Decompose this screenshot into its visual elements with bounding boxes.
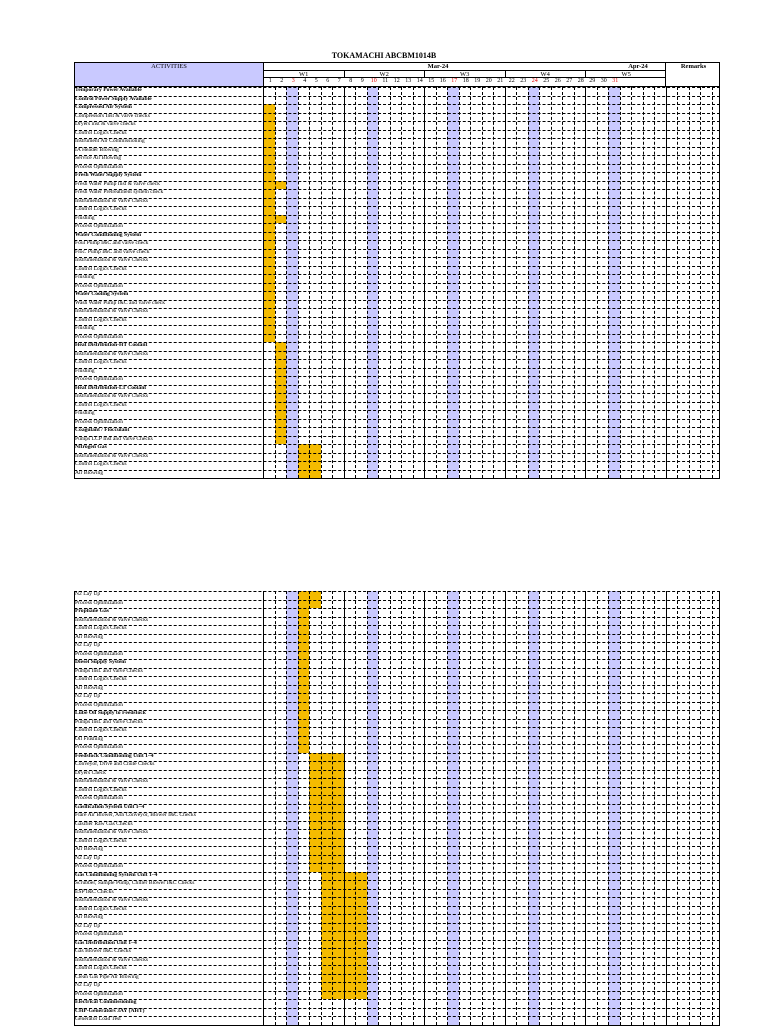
activity-label: Gas Conditioning System Unit 1~4 bbox=[75, 871, 158, 878]
activity-label: Process Optimization bbox=[75, 333, 124, 340]
activity-label: Flushing bbox=[75, 367, 95, 374]
activity-label: Air Blowing bbox=[75, 846, 104, 852]
activity-label: Process Optimization bbox=[75, 650, 124, 657]
grid-column-line bbox=[505, 591, 506, 1025]
day-label-8: 8 bbox=[349, 78, 353, 84]
activity-label: Air Blowing bbox=[75, 469, 104, 476]
activity-label: Generator Load Test bbox=[75, 1016, 121, 1022]
activity-label: Instrumentation & Valve Checks bbox=[75, 452, 149, 459]
activity-label: Feedstock Conditioning Unit 1~4 bbox=[75, 752, 154, 759]
activity-label: Control Logics Checks bbox=[75, 359, 127, 365]
grid-column-line bbox=[574, 591, 575, 1025]
activity-label: Control Logics Checks bbox=[75, 676, 127, 682]
activity-label: Instrument Air Commissioning bbox=[75, 138, 145, 144]
activity-label: Gasifier Raw Gas Checks bbox=[75, 820, 133, 827]
activity-label: Instrumentation & Valve Checks bbox=[75, 956, 149, 963]
day-label-20: 20 bbox=[485, 78, 492, 84]
week-label-w1: W1 bbox=[264, 71, 345, 78]
day-label-11: 11 bbox=[382, 78, 389, 84]
activity-label: Control Logics Checks bbox=[75, 461, 127, 467]
grid-column-line bbox=[516, 591, 517, 1025]
activity-label: Control Logics Checks bbox=[75, 727, 127, 733]
day-label-1: 1 bbox=[268, 78, 272, 84]
day-row bbox=[264, 78, 665, 86]
activities-header bbox=[75, 63, 264, 86]
activity-label: Nitrogen Gas bbox=[75, 444, 107, 450]
activity-label: Coagulant / Flocculant bbox=[75, 427, 130, 433]
grid-column-line bbox=[631, 591, 632, 1025]
week-row bbox=[264, 70, 665, 78]
day-label-3: 3 bbox=[291, 78, 295, 84]
grid-column-line bbox=[482, 591, 483, 1025]
week-label-w5: W5 bbox=[621, 71, 631, 78]
grid-column-line bbox=[436, 591, 437, 1025]
activity-label: Oil Flushing bbox=[75, 735, 104, 742]
day-label-21: 21 bbox=[497, 78, 504, 84]
activity-label: Instrumentation & Valve Checks bbox=[75, 616, 149, 623]
activity-label: Wash Water Pump I&C and valve check bbox=[75, 299, 166, 306]
grid-column-line bbox=[643, 591, 644, 1025]
activity-label: Process Optimization bbox=[75, 795, 124, 801]
activity-label: Control Logics Checks bbox=[75, 316, 127, 323]
day-label-27: 27 bbox=[566, 78, 573, 84]
grid-column-line bbox=[700, 591, 701, 1025]
grid-column-line bbox=[332, 591, 333, 1025]
activity-label: Floc. Pump I&C and valve check bbox=[75, 248, 150, 255]
day-label-31: 31 bbox=[612, 78, 619, 84]
day-label-16: 16 bbox=[439, 78, 446, 84]
document-title: TOKAMACHI ABCBM1014B bbox=[331, 51, 437, 60]
grid-column-line bbox=[447, 591, 448, 1025]
grid-column-line bbox=[424, 591, 425, 1025]
activity-label: N2 Lay Up bbox=[75, 693, 101, 699]
activity-label: Flare Air Blower, Ash Conveyor, Blower I&C Checks bbox=[75, 812, 196, 818]
activity-label: Air Blowing bbox=[75, 633, 104, 640]
activity-label: Control Logics Checks bbox=[75, 786, 127, 793]
activity-label: N2 Lay Up bbox=[75, 854, 101, 861]
activity-label: Control Logics Checks bbox=[75, 965, 127, 971]
activity-label: Process Optimization bbox=[75, 863, 124, 869]
grid-column-line bbox=[562, 591, 563, 1025]
activity-label: Air Blowing bbox=[75, 684, 104, 691]
grid-bottom-line bbox=[74, 478, 720, 479]
day-label-24: 24 bbox=[531, 78, 538, 84]
activity-label: Flushing bbox=[75, 325, 95, 331]
activity-label: Process Optimization bbox=[75, 744, 124, 750]
schedule-sheet-bottom bbox=[74, 591, 720, 1024]
grid-column-line bbox=[528, 591, 529, 1025]
activity-label: N2 Lay Up bbox=[75, 922, 101, 929]
activity-label: IA Header Blowing bbox=[75, 146, 119, 153]
activity-label: Diesel Supply System bbox=[75, 659, 126, 665]
day-label-12: 12 bbox=[393, 78, 400, 84]
activity-label: Gas Distribution Unit 1~4 bbox=[75, 939, 137, 946]
activity-label: Instrumentation & Valve Checks bbox=[75, 829, 149, 835]
activity-label: Control Logics Checks bbox=[75, 129, 127, 136]
activity-label: Dryers Check bbox=[75, 769, 106, 776]
activity-label: Fresh Water Pretreatment system check bbox=[75, 189, 164, 195]
grid-column-line bbox=[321, 591, 322, 1025]
activity-label: Temporary Power Available bbox=[75, 87, 142, 93]
activity-label: ESP I&C Checks bbox=[75, 888, 114, 895]
grid-bottom-line bbox=[74, 1025, 720, 1026]
shaded-day-column bbox=[367, 591, 379, 1025]
grid-column-line bbox=[459, 591, 460, 1025]
grid-column-line bbox=[355, 591, 356, 1025]
activity-label: Instrumentation & Valve Checks bbox=[75, 257, 149, 263]
day-label-7: 7 bbox=[337, 78, 341, 84]
grid-column-line bbox=[689, 591, 690, 1025]
grid-column-line bbox=[539, 591, 540, 1025]
month-apr-label: Apr-24 bbox=[628, 63, 648, 70]
day-label-23: 23 bbox=[520, 78, 527, 84]
grid-column-line bbox=[620, 591, 621, 1025]
activity-label: Process Optimization bbox=[75, 990, 124, 997]
day-label-13: 13 bbox=[405, 78, 412, 84]
activity-label: Dryers inst & valve checks bbox=[75, 121, 136, 127]
activity-label: N2 Lay Up bbox=[75, 982, 101, 988]
activity-label: Pumps Inst. and Valve Checks bbox=[75, 718, 143, 725]
activity-label: Process Optimization bbox=[75, 282, 124, 289]
activity-label: Prophane Gas bbox=[75, 608, 109, 614]
day-label-17: 17 bbox=[451, 78, 458, 84]
activities-label: ACTIVITIES bbox=[151, 63, 187, 70]
grid-column-line bbox=[551, 591, 552, 1025]
activity-label: Control Logics Checks bbox=[75, 206, 127, 212]
grid-border-right bbox=[719, 591, 720, 1025]
shaded-day-column bbox=[447, 591, 459, 1025]
day-label-10: 10 bbox=[370, 78, 377, 84]
day-label-18: 18 bbox=[462, 78, 469, 84]
shaded-day-column bbox=[528, 591, 540, 1025]
day-label-29: 29 bbox=[589, 78, 596, 84]
grid-column-line bbox=[677, 591, 678, 1025]
activity-label: Process Optimization bbox=[75, 418, 124, 425]
schedule-bar bbox=[298, 608, 310, 753]
activity-label: Instrumentation & Valve Checks bbox=[75, 897, 149, 903]
week-label-w3: W3 bbox=[425, 71, 506, 78]
activity-label: Pumps LCP Inst and Valve Checks bbox=[75, 435, 153, 442]
activity-label: Conveyor, Drive and Chute Checks bbox=[75, 761, 155, 767]
activity-label: Electrical Commissioning bbox=[75, 999, 137, 1005]
grid-column-line bbox=[401, 591, 402, 1025]
activity-label: Lube Oil Supply to Feedstock bbox=[75, 710, 146, 716]
shaded-day-column bbox=[608, 591, 620, 1025]
activity-label: Fresh Water Supply System bbox=[75, 172, 142, 178]
activity-label: Gas Blower I&C Checks bbox=[75, 948, 131, 954]
activity-label: Instrumentation & Valve Checks bbox=[75, 308, 149, 314]
activity-label: Process Optimization bbox=[75, 223, 124, 229]
day-label-14: 14 bbox=[416, 78, 423, 84]
activity-label: Scrubber, Sample Pump, Chiller Blower I&C Checks bbox=[75, 880, 195, 886]
activity-label: Water Cooling System bbox=[75, 291, 129, 297]
activity-label: Process Optimization bbox=[75, 163, 124, 170]
activity-label: Gasification System Unit 1~4 bbox=[75, 803, 145, 810]
activity-label: Heat Distribution-LT Coolant bbox=[75, 384, 147, 391]
activity-label: N2 Lay Up bbox=[75, 642, 101, 648]
activity-label: CHP-Generators 3AY (AHT) bbox=[75, 1007, 145, 1014]
day-label-22: 22 bbox=[508, 78, 515, 84]
activity-label: Control Logics Checks bbox=[75, 905, 127, 912]
schedule-header bbox=[74, 62, 720, 87]
day-label-28: 28 bbox=[577, 78, 584, 84]
activity-label: Instrumentation & Valve Checks bbox=[75, 197, 149, 204]
schedule-sheet-top bbox=[74, 62, 720, 490]
grid-column-line bbox=[275, 591, 276, 1025]
activity-label: Instrumentation & Valve Checks bbox=[75, 350, 149, 357]
activity-label: Service Air Blowing bbox=[75, 155, 121, 161]
day-label-9: 9 bbox=[360, 78, 364, 84]
activity-label: Control Logics Checks bbox=[75, 401, 127, 408]
grid-column-line bbox=[367, 591, 368, 1025]
grid-column-line bbox=[286, 591, 287, 1025]
activity-label: Control Logics Checks bbox=[75, 265, 127, 272]
grid-column-line bbox=[654, 591, 655, 1025]
grid-column-line bbox=[597, 591, 598, 1025]
grid-column-line bbox=[470, 591, 471, 1025]
activity-label: Control Logics Checks bbox=[75, 837, 127, 844]
activity-label: Control Logics Checks bbox=[75, 625, 127, 631]
day-label-30: 30 bbox=[600, 78, 607, 84]
activity-label: Process Optimization bbox=[75, 701, 124, 708]
grid-column-line bbox=[608, 591, 609, 1025]
activity-label: Water Conditioning System bbox=[75, 231, 142, 238]
activity-label: Compressors Inst & valve checks bbox=[75, 112, 150, 119]
activity-label: Process Optimization bbox=[75, 931, 124, 937]
activity-label: Control Power Supply Available bbox=[75, 95, 152, 102]
activity-label: Clean Gas Pipe Air Blowing bbox=[75, 973, 139, 980]
activity-label: Foul Pump I&C and valve check bbox=[75, 240, 149, 246]
grid-column-line bbox=[298, 591, 299, 1025]
day-label-25: 25 bbox=[543, 78, 550, 84]
grid-column-line bbox=[493, 591, 494, 1025]
grid-column-line bbox=[712, 591, 713, 1025]
activity-label: Process Optimization bbox=[75, 599, 124, 606]
activity-label: N2 Lay Up bbox=[75, 591, 101, 597]
day-label-2: 2 bbox=[280, 78, 284, 84]
month-mar-label: Mar-24 bbox=[427, 63, 449, 70]
schedule-grid-top bbox=[74, 87, 720, 478]
grid-column-line bbox=[344, 591, 345, 1025]
schedule-grid-bottom bbox=[74, 591, 720, 1025]
day-label-5: 5 bbox=[314, 78, 318, 84]
grid-column-line bbox=[666, 591, 667, 1025]
activity-label: Instrumentation & Valve Checks bbox=[75, 393, 149, 399]
week-label-w2: W2 bbox=[345, 71, 426, 78]
day-label-4: 4 bbox=[303, 78, 307, 84]
day-label-6: 6 bbox=[326, 78, 330, 84]
activity-label: Flushing bbox=[75, 410, 95, 416]
activity-label: Pumps Inst. and Valve Checks bbox=[75, 667, 143, 674]
grid-column-line bbox=[378, 591, 379, 1025]
activity-label: Flushing bbox=[75, 274, 95, 280]
shaded-day-column bbox=[286, 591, 298, 1025]
grid-column-line bbox=[390, 591, 391, 1025]
activity-label: Compressed Air System bbox=[75, 104, 132, 110]
day-label-26: 26 bbox=[554, 78, 561, 84]
grid-column-line bbox=[309, 591, 310, 1025]
activity-label: Process Optimization bbox=[75, 376, 124, 382]
activity-label: Flushing bbox=[75, 214, 95, 221]
week-label-w4: W4 bbox=[506, 71, 587, 78]
remarks-header: Remarks bbox=[665, 63, 721, 86]
day-label-15: 15 bbox=[428, 78, 435, 84]
activity-label: Instrumentation & Valve Checks bbox=[75, 778, 149, 784]
activity-label: Air Blowing bbox=[75, 914, 104, 920]
grid-column-line bbox=[413, 591, 414, 1025]
activity-label: Heat Distribution-HT Coolant bbox=[75, 342, 148, 348]
activity-label: Fresh Water Pump Inst & valve check bbox=[75, 180, 160, 187]
day-label-19: 19 bbox=[474, 78, 481, 84]
grid-column-line bbox=[585, 591, 586, 1025]
